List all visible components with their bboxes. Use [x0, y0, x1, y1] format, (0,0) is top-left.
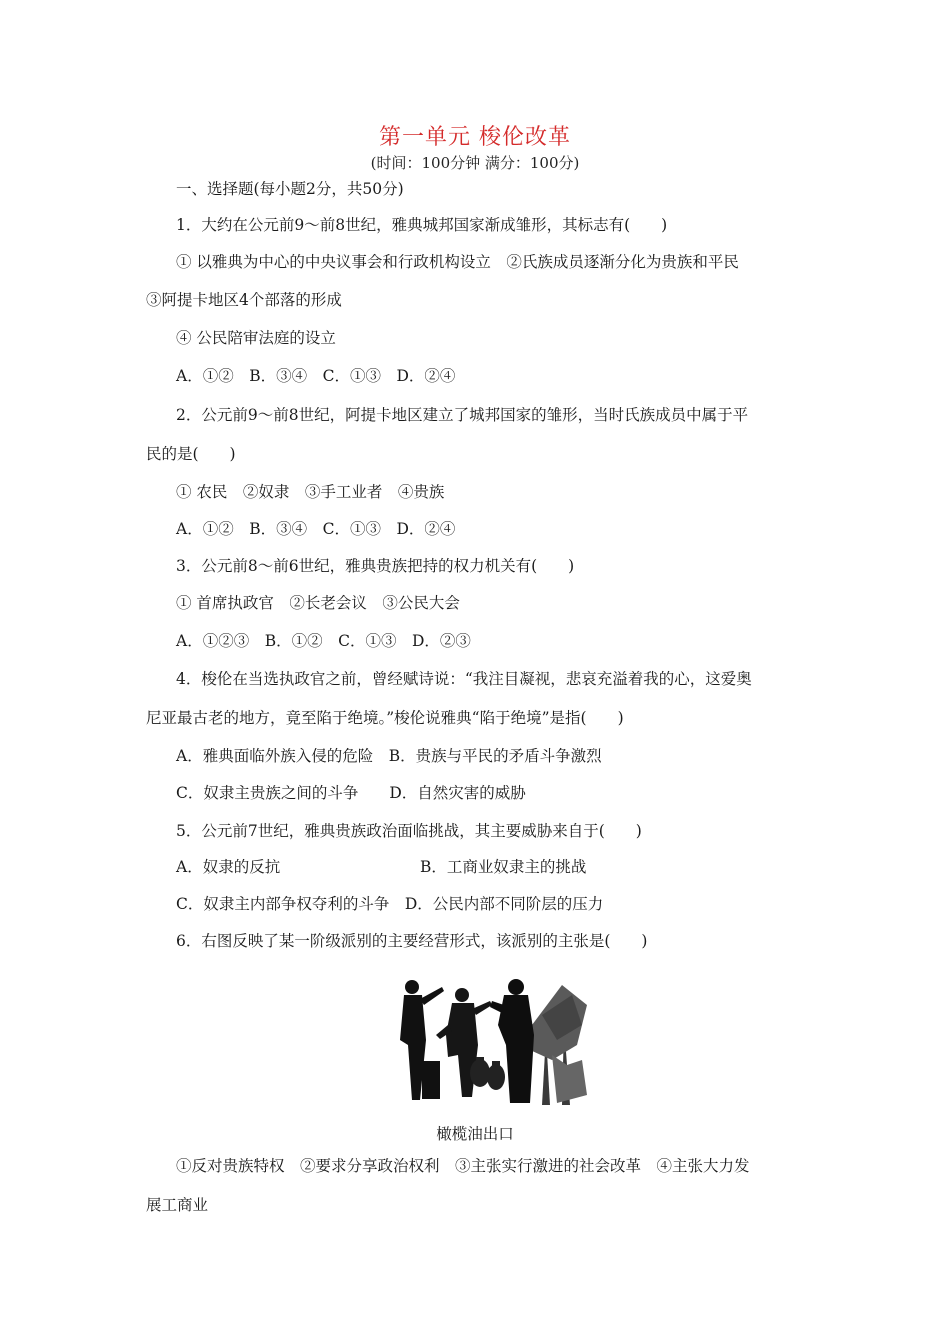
- q2-stem-line-2: 民的是( ): [146, 445, 236, 463]
- q4-options-ab: A．雅典面临外族入侵的危险 B．贵族与平民的矛盾斗争激烈: [176, 747, 602, 765]
- q4-stem-line-1: 4．梭伦在当选执政官之前，曾经赋诗说：“我注目凝视，悲哀充溢着我的心，这爱奥: [176, 670, 752, 688]
- q2-options: ① 农民 ②奴隶 ③手工业者 ④贵族: [176, 483, 445, 501]
- q6-stem: 6．右图反映了某一阶级派别的主要经营形式，该派别的主张是( ): [176, 932, 648, 950]
- page-title: 第一单元 梭伦改革: [379, 125, 571, 150]
- q3-answers: A．①②③ B．①② C．①③ D．②③: [176, 632, 471, 650]
- q4-options-cd: C．奴隶主贵族之间的斗争 D．自然灾害的威胁: [176, 784, 526, 802]
- q2-answers: A．①② B．③④ C．①③ D．②④: [176, 520, 456, 538]
- figure-caption: 橄榄油出口: [436, 1125, 514, 1143]
- section-heading: 一、选择题(每小题2分，共50分): [176, 180, 404, 198]
- q5-option-b: B．工商业奴隶主的挑战: [420, 858, 587, 876]
- q5-option-a: A．奴隶的反抗: [176, 858, 281, 876]
- q1-option-line-1: ① 以雅典为中心的中央议事会和行政机构设立 ②氏族成员逐渐分化为贵族和平民: [176, 253, 739, 271]
- q1-option-line-3: ④ 公民陪审法庭的设立: [176, 329, 336, 347]
- olive-oil-export-illustration: [392, 965, 592, 1105]
- q6-options-line-1: ①反对贵族特权 ②要求分享政治权利 ③主张实行激进的社会改革 ④主张大力发: [176, 1157, 750, 1175]
- q3-stem: 3．公元前8～前6世纪，雅典贵族把持的权力机关有( ): [176, 557, 575, 575]
- q6-options-line-2: 展工商业: [146, 1196, 209, 1214]
- q1-option-line-2: ③阿提卡地区4个部落的形成: [146, 291, 342, 309]
- q1-answers: A．①② B．③④ C．①③ D．②④: [176, 367, 456, 385]
- q5-stem: 5．公元前7世纪，雅典贵族政治面临挑战，其主要威胁来自于( ): [176, 822, 642, 840]
- q3-options: ① 首席执政官 ②长老会议 ③公民大会: [176, 594, 460, 612]
- page-subtitle: (时间：100分钟 满分：100分): [370, 154, 580, 172]
- q4-stem-line-2: 尼亚最古老的地方，竟至陷于绝境。”梭伦说雅典“陷于绝境”是指( ): [146, 709, 624, 727]
- q2-stem-line-1: 2．公元前9～前8世纪，阿提卡地区建立了城邦国家的雏形，当时氏族成员中属于平: [176, 406, 749, 424]
- q5-options-cd: C．奴隶主内部争权夺利的斗争 D．公民内部不同阶层的压力: [176, 895, 604, 913]
- q1-stem: 1．大约在公元前9～前8世纪，雅典城邦国家渐成雏形，其标志有( ): [176, 216, 668, 234]
